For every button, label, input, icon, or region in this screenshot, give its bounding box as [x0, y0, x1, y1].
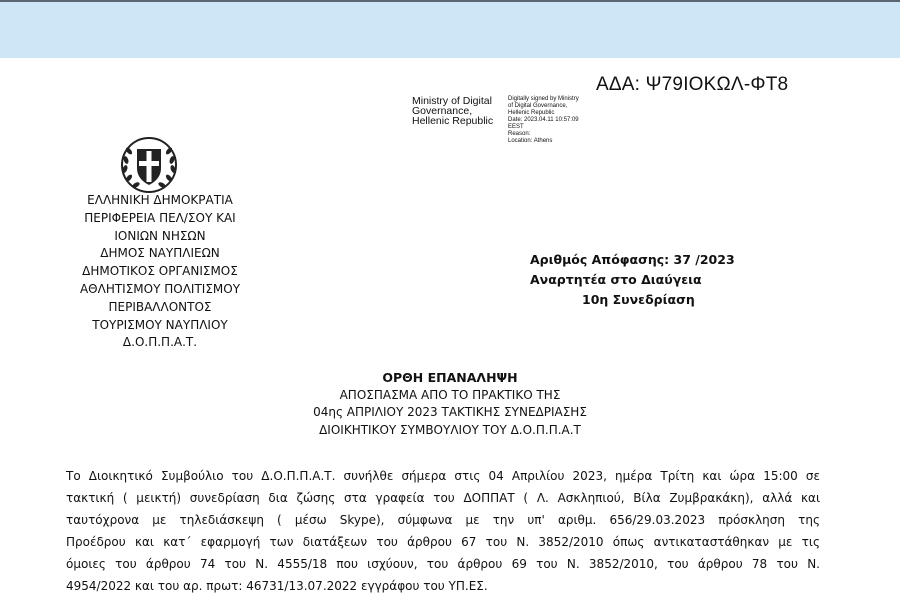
- viewer-top-bar: [0, 0, 900, 60]
- body-line: 4954/2022 και του αρ. πρωτ: 46731/13.07.2022 εγγράφου του ΥΠ.ΕΣ.: [66, 579, 488, 593]
- heading-line: 04ης ΑΠΡΙΛΙΟΥ 2023 ΤΑΚΤΙΚΗΣ ΣΥΝΕΔΡΙΑΣΗΣ: [313, 405, 587, 419]
- organization-line: Δ.Ο.Π.Π.Α.Τ.: [122, 335, 198, 350]
- digital-signature-details: [508, 96, 603, 145]
- organization-line: ΠΕΡΙΦΕΡΕΙΑ ΠΕΛ/ΣΟΥ ΚΑΙ: [84, 210, 236, 225]
- organization-line: ΙΟΝΙΩΝ ΝΗΣΩΝ: [114, 228, 206, 243]
- signature-detail-line: of Digital Governance,: [508, 103, 568, 109]
- signature-detail-line: Location: Athens: [508, 138, 553, 144]
- signature-detail-line: Hellenic Republic: [508, 110, 555, 116]
- decision-number: Αριθμός Απόφασης: 37 /2023: [530, 252, 735, 267]
- heading-title: ΟΡΘΗ ΕΠΑΝΑΛΗΨΗ: [382, 370, 518, 385]
- heading-line: ΑΠΟΣΠΑΣΜΑ ΑΠΟ ΤΟ ΠΡΑΚΤΙΚΟ ΤΗΣ: [339, 387, 561, 402]
- signature-detail-line: EEST: [508, 124, 524, 130]
- document-heading: [250, 369, 650, 439]
- organization-line: ΕΛΛΗΝΙΚΗ ΔΗΜΟΚΡΑΤΙΑ: [87, 193, 233, 207]
- heading-line: ΔΙΟΙΚΗΤΙΚΟΥ ΣΥΜΒΟΥΛΙΟΥ ΤΟΥ Δ.Ο.Π.Π.Α.Τ: [319, 422, 581, 437]
- session-number: 10η Συνεδρίαση: [582, 292, 695, 307]
- body-line: όμοιες του άρθρου 74 του Ν. 4555/18 που ισχύουν, του άρθρου 69 του Ν. 3852/2010, του άρθρου 78 του Ν.: [66, 557, 820, 571]
- organization-line: ΑΘΛΗΤΙΣΜΟΥ ΠΟΛΙΤΙΣΜΟΥ: [79, 281, 241, 296]
- body-line: Προέδρου και κατ΄ εφαρμογή των διατάξεων του άρθρου 67 του Ν. 3852/2010 όπως αντικαταστάθηκαν με τις: [66, 535, 820, 549]
- body-line: τακτική ( μεικτή) συνεδρίαση δια ζώσης στα γραφεία του ΔΟΠΠΑΤ ( Λ. Ασκληπιού, Βίλα Ζυμβρακάκη), αλλά και: [66, 491, 820, 505]
- body-line: ταυτόχρονα με τηλεδιάσκεψη ( μέσω Skype), σύμφωνα με την υπ' αριθμ. 656/29.03.2023 πρόσκληση της: [66, 513, 820, 527]
- organization-line: ΠΕΡΙΒΑΛΛΟΝΤΟΣ: [108, 299, 212, 314]
- body-paragraph: [66, 465, 820, 597]
- signature-detail-line: Date: 2023.04.11 10:57:09: [508, 117, 579, 123]
- signer-line: Ministry of Digital: [412, 95, 492, 107]
- decision-info: [530, 250, 735, 310]
- organization-line: ΔΗΜΟΤΙΚΟΣ ΟΡΓΑΝΙΣΜΟΣ: [82, 264, 238, 279]
- body-line: Το Διοικητικό Συμβούλιο του Δ.Ο.Π.Π.Α.Τ. συνήλθε σήμερα στις 04 Απριλίου 2023, ημέρα Τρίτη και ώρα 15:00 σε: [66, 469, 820, 483]
- organization-line: ΤΟΥΡΙΣΜΟΥ ΝΑΥΠΛΙΟΥ: [92, 317, 228, 332]
- signer-line: Hellenic Republic: [412, 115, 494, 127]
- signature-detail-line: Digitally signed by Ministry: [508, 96, 579, 102]
- signature-detail-line: Reason:: [508, 131, 531, 137]
- signer-line: Governance,: [412, 105, 473, 117]
- organization-line: ΔΗΜΟΣ ΝΑΥΠΛΙΕΩΝ: [100, 246, 220, 261]
- digital-signature-signer: [412, 96, 508, 126]
- issuing-organization: [40, 192, 280, 352]
- ada-code: ΑΔΑ: Ψ79ΙΟΚΩΛ-ΦΤ8: [596, 74, 789, 95]
- posting-note: Αναρτητέα στο Διαύγεια: [530, 272, 702, 287]
- greek-coat-of-arms-icon: [120, 136, 178, 194]
